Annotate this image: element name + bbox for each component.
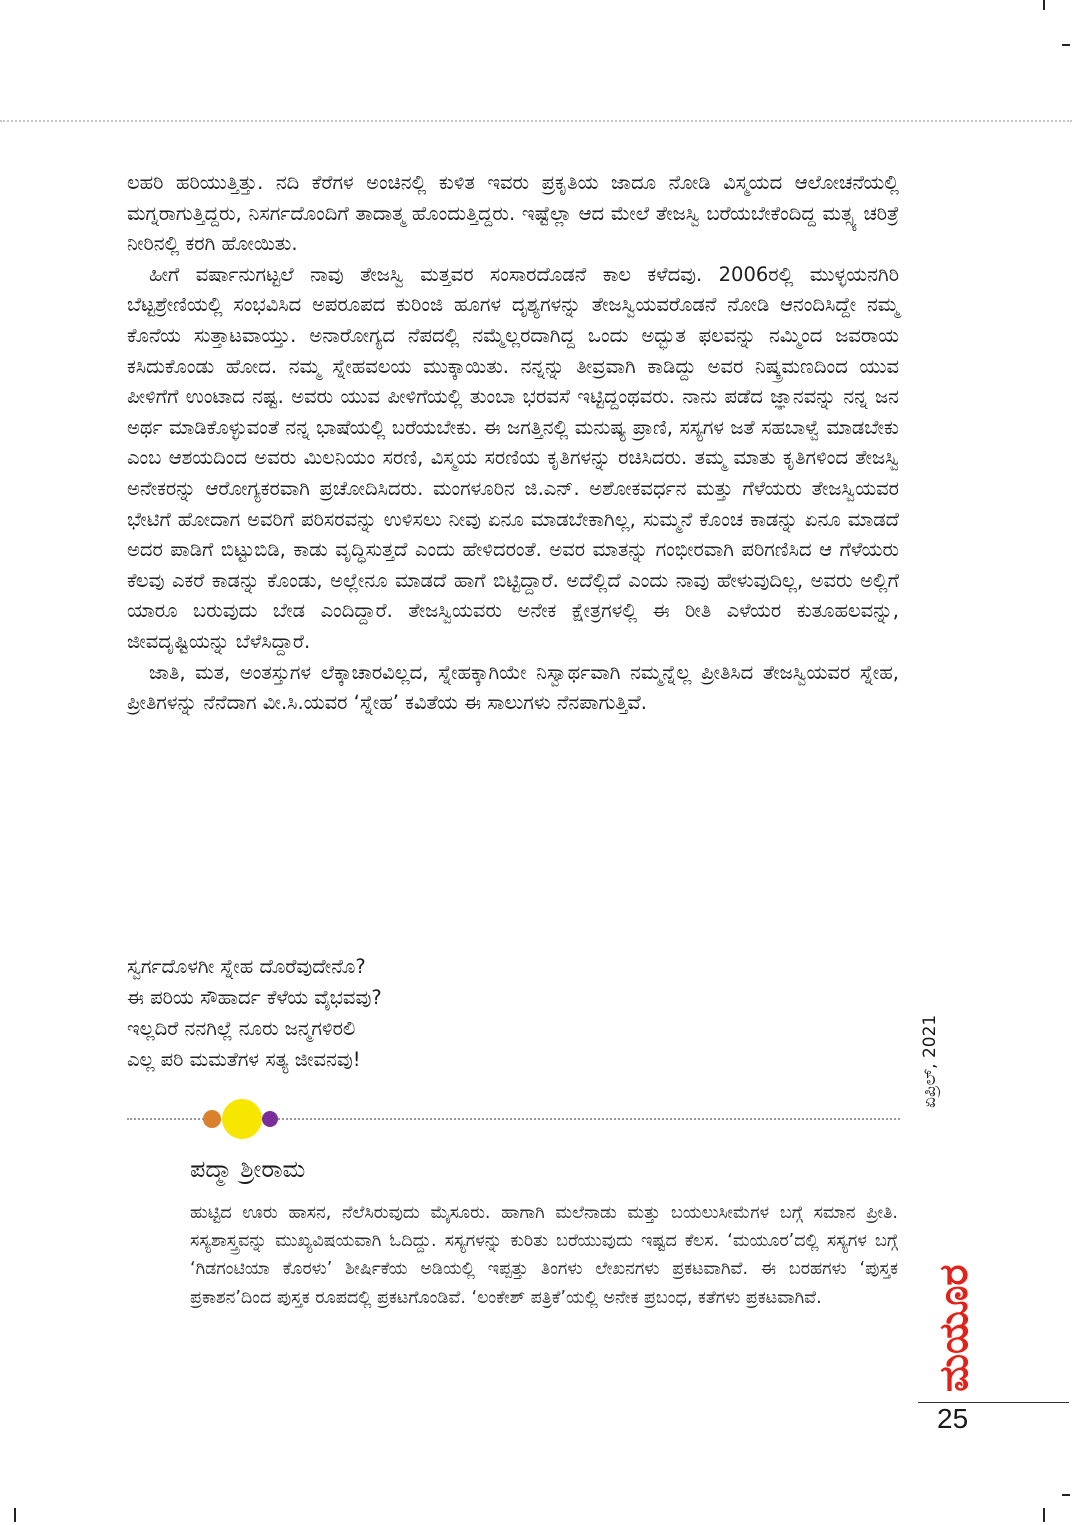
crop-mark [1043,0,1045,10]
crop-mark [14,1508,16,1522]
article-body [127,168,899,719]
magazine-logo: ಮಯೂರ [931,1264,977,1392]
crop-mark [1062,1494,1070,1496]
poem-line: ಇಲ್ಲದಿರೆ ನನಗಿಲ್ಲೆ ನೂರು ಜನ್ಮಗಳಿರಲಿ [127,1017,356,1040]
article-paragraph: ಜಾತಿ, ಮತ, ಅಂತಸ್ತುಗಳ ಲೆಕ್ಕಾಚಾರವಿಲ್ಲದ, ಸ್ನೇಹಕ್ಕಾಗಿಯೇ ನಿಸ್ವಾರ್ಥವಾಗಿ ನಮ್ಮನ್ನೆಲ್ಲ ಪ್ರೀತಿಸಿದ ತೇಜಸ್ವಿಯವರ ಸ್ನೇಹ, ಪ್ರೀತಿಗಳನ್ನು ನೆನೆದಾಗ ವೀ.ಸಿ.ಯವರ ‘ಸ್ನೇಹ’ ಕವಿತೆಯ ಈ ಸಾಲುಗಳು ನೆನಪಾಗುತ್ತಿವೆ. [127,660,899,715]
crop-mark [1062,44,1070,46]
author-name: ಪದ್ಮಾ ಶ್ರೀರಾಮ [190,1155,306,1183]
issue-date: ಏಪ್ರಿಲ್, 2021 [920,1014,940,1108]
author-bio: ಹುಟ್ಟಿದ ಊರು ಹಾಸನ, ನೆಲೆಸಿರುವುದು ಮೈಸೂರು. ಹಾಗಾಗಿ ಮಲೆನಾಡು ಮತ್ತು ಬಯಲುಸೀಮೆಗಳ ಬಗ್ಗೆ ಸಮಾನ ಪ್ರೀತಿ. ಸಸ್ಯಶಾಸ್ತ್ರವನ್ನು ಮುಖ್ಯವಿಷಯವಾಗಿ ಓದಿದ್ದು. ಸಸ್ಯಗಳನ್ನು ಕುರಿತು ಬರೆಯುವುದು ಇಷ್ಟದ ಕೆಲಸ. ‘ಮಯೂರ’ದಲ್ಲಿ ಸಸ್ಯಗಳ ಬಗ್ಗೆ ‘ಗಿಡಗಂಟಿಯಾ ಕೊರಳು’ ಶೀರ್ಷಿಕೆಯ ಅಡಿಯಲ್ಲಿ ಇಪ್ಪತ್ತು ತಿಂಗಳು ಲೇಖನಗಳು ಪ್ರಕಟವಾಗಿವೆ. ಈ ಬರಹಗಳು ‘ಪುಸ್ತಕ ಪ್ರಕಾಶನ’ದಿಂದ ಪುಸ್ತಕ ರೂಪದಲ್ಲಿ ಪ್ರಕಟಗೊಂಡಿವೆ. ‘ಲಂಕೇಶ್ ಪತ್ರಿಕೆ’ಯಲ್ಲಿ ಅನೇಕ ಪ್ರಬಂಧ, ಕತೆಗಳು ಪ್ರಕಟವಾಗಿವೆ. [190,1203,898,1308]
article-paragraph: ಲಹರಿ ಹರಿಯುತ್ತಿತ್ತು. ನದಿ ಕೆರೆಗಳ ಅಂಚಿನಲ್ಲಿ ಕುಳಿತ ಇವರು ಪ್ರಕೃತಿಯ ಜಾದೂ ನೋಡಿ ವಿಸ್ಮಯದ ಆಲೋಚನೆಯಲ್ಲಿ ಮಗ್ನರಾಗುತ್ತಿದ್ದರು, ನಿಸರ್ಗದೊಂದಿಗೆ ತಾದಾತ್ಮ ಹೊಂದುತ್ತಿದ್ದರು. ಇಷ್ಟೆಲ್ಲಾ ಆದ ಮೇಲೆ ತೇಜಸ್ವಿ ಬರೆಯಬೇಕೆಂದಿದ್ದ ಮತ್ಸ್ಯ ಚರಿತ್ರೆ ನೀರಿನಲ್ಲಿ ಕರಗಿ ಹೋಯಿತು. [127,171,899,256]
decorative-dot-purple [262,1111,278,1127]
top-dotted-rule [0,120,1072,122]
decorative-dot-orange [203,1110,221,1128]
article-paragraph: ಹೀಗೆ ವರ್ಷಾನುಗಟ್ಟಲೆ ನಾವು ತೇಜಸ್ವಿ ಮತ್ತವರ ಸಂಸಾರದೊಡನೆ ಕಾಲ ಕಳೆದವು. 2006ರಲ್ಲಿ ಮುಳ್ಳಯನಗಿರಿ ಬೆಟ್ಟಶ್ರೇಣಿಯಲ್ಲಿ ಸಂಭವಿಸಿದ ಅಪರೂಪದ ಕುರಿಂಜಿ ಹೂಗಳ ದೃಶ್ಯಗಳನ್ನು ತೇಜಸ್ವಿಯವರೊಡನೆ ನೋಡಿ ಆನಂದಿಸಿದ್ದೇ ನಮ್ಮ ಕೊನೆಯ ಸುತ್ತಾಟವಾಯ್ತು. ಅನಾರೋಗ್ಯದ ನೆಪದಲ್ಲಿ ನಮ್ಮೆಲ್ಲರದಾಗಿದ್ದ ಒಂದು ಅದ್ಭುತ ಫಲವನ್ನು ನಮ್ಮಿಂದ ಜವರಾಯ ಕಸಿದುಕೊಂಡು ಹೋದ. ನಮ್ಮ ಸ್ನೇಹವಲಯ ಮುಕ್ಕಾಯಿತು. ನನ್ನನ್ನು ತೀವ್ರವಾಗಿ ಕಾಡಿದ್ದು ಅವರ ನಿಷ್ಕ್ರಮಣದಿಂದ ಯುವ ಪೀಳಿಗೆಗೆ ಉಂಟಾದ ನಷ್ಟ. ಅವರು ಯುವ ಪೀಳಿಗೆಯಲ್ಲಿ ತುಂಬಾ ಭರವಸೆ ಇಟ್ಟಿದ್ದಂಥವರು. ನಾನು ಪಡೆದ ಜ್ಞಾನವನ್ನು ನನ್ನ ಜನ ಅರ್ಥ ಮಾಡಿಕೊಳ್ಳುವಂತೆ ನನ್ನ ಭಾಷೆಯಲ್ಲಿ ಬರೆಯಬೇಕು. ಈ ಜಗತ್ತಿನಲ್ಲಿ ಮನುಷ್ಯ ಪ್ರಾಣಿ, ಸಸ್ಯಗಳ ಜತೆ ಸಹಬಾಳ್ವೆ ಮಾಡಬೇಕು ಎಂಬ ಆಶಯದಿಂದ ಅವರು ಮಿಲನಿಯಂ ಸರಣಿ, ವಿಸ್ಮಯ ಸರಣಿಯ ಕೃತಿಗಳನ್ನು ರಚಿಸಿದರು. ತಮ್ಮ ಮಾತು ಕೃತಿಗಳಿಂದ ತೇಜಸ್ವಿ ಅನೇಕರನ್ನು ಆರೋಗ್ಯಕರವಾಗಿ ಪ್ರಚೋದಿಸಿದರು. ಮಂಗಳೂರಿನ ಜಿ.ಎನ್. ಅಶೋಕವರ್ಧನ ಮತ್ತು ಗೆಳೆಯರು ತೇಜಸ್ವಿಯವರ ಭೇಟಿಗೆ ಹೋದಾಗ ಅವರಿಗೆ ಪರಿಸರವನ್ನು ಉಳಿಸಲು ನೀವು ಏನೂ ಮಾಡಬೇಕಾಗಿಲ್ಲ, ಸುಮ್ಮನೆ ಕೊಂಚ ಕಾಡನ್ನು ಏನೂ ಮಾಡದೆ ಅದರ ಪಾಡಿಗೆ ಬಿಟ್ಟುಬಿಡಿ, ಕಾಡು ವೃದ್ಧಿಸುತ್ತದೆ ಎಂದು ಹೇಳಿದರಂತೆ. ಅವರ ಮಾತನ್ನು ಗಂಭೀರವಾಗಿ ಪರಿಗಣಿಸಿದ ಆ ಗೆಳೆಯರು ಕೆಲವು ಎಕರೆ ಕಾಡನ್ನು ಕೊಂಡು, ಅಲ್ಲೇನೂ ಮಾಡದೆ ಹಾಗೆ ಬಿಟ್ಟಿದ್ದಾರೆ. ಅದೆಲ್ಲಿದೆ ಎಂದು ನಾವು ಹೇಳುವುದಿಲ್ಲ, ಅವರು ಅಲ್ಲಿಗೆ ಯಾರೂ ಬರುವುದು ಬೇಡ ಎಂದಿದ್ದಾರೆ. ತೇಜಸ್ವಿಯವರು ಅನೇಕ ಕ್ಷೇತ್ರಗಳಲ್ಲಿ ಈ ರೀತಿ ಎಳೆಯರ ಕುತೂಹಲವನ್ನು, ಜೀವದೃಷ್ಟಿಯನ್ನು ಬೆಳೆಸಿದ್ದಾರೆ. [127,262,899,653]
poem-line: ಎಲ್ಲ ಪರಿ ಮಮತೆಗಳ ಸತ್ಯ ಜೀವನವು! [127,1048,361,1071]
poem-line: ಸ್ವರ್ಗದೊಳಗೀ ಸ್ನೇಹ ದೊರೆವುದೇನೊ? [127,955,366,978]
page-number: 25 [937,1403,969,1434]
crop-mark [1043,1508,1045,1522]
poem-line: ಈ ಪರಿಯ ಸೌಹಾರ್ದ ಕೆಳೆಯ ವೈಭವವು? [127,986,382,1009]
poem-quote [127,951,727,1075]
decorative-dot-yellow [222,1099,262,1139]
